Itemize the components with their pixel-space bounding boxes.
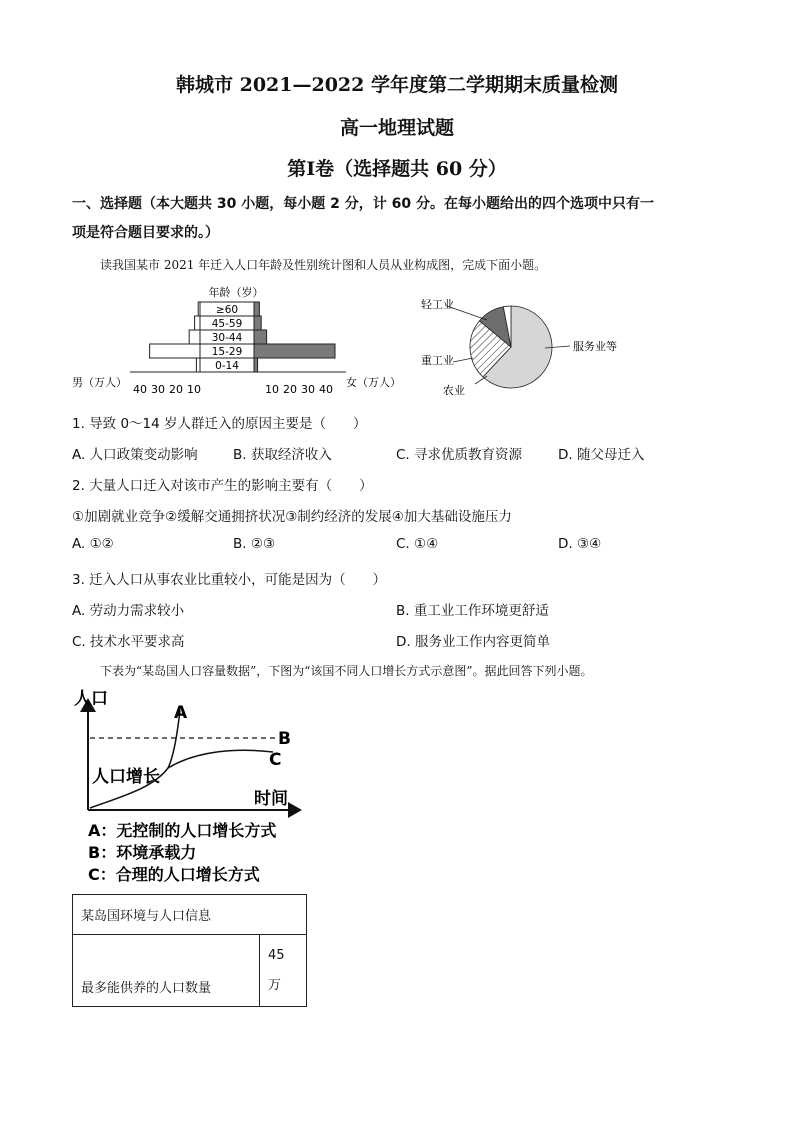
- legend-b: B：环境承载力: [88, 843, 197, 862]
- pyramid-age-label: 0-14: [215, 360, 239, 372]
- q2-option-d[interactable]: D. ③④: [558, 536, 602, 552]
- table-row-value: 45 万: [260, 935, 307, 1007]
- q3-option-a[interactable]: A. 劳动力需求较小: [72, 603, 185, 619]
- growth-diagram: [68, 688, 308, 888]
- female-label: 女（万人）: [346, 376, 401, 389]
- q1-option-d[interactable]: D. 随父母迁入: [558, 447, 645, 463]
- legend-c: C：合理的人口增长方式: [88, 865, 260, 884]
- pie-label: 农业: [443, 384, 465, 397]
- intro-text-1: 读我国某市 2021 年迁入人口年龄及性别统计图和人员从业构成图，完成下面小题。: [100, 258, 547, 272]
- pyramid-age-label: ≥60: [215, 304, 239, 316]
- male-tick: 40: [133, 383, 147, 396]
- q3-option-d[interactable]: D. 服务业工作内容更简单: [396, 634, 550, 650]
- pyramid-male-bar: [150, 344, 200, 358]
- table-header: 某岛国环境与人口信息: [73, 895, 307, 935]
- pie-label: 重工业: [421, 354, 454, 367]
- pyramid-female-bar: [254, 316, 261, 330]
- q1-option-b[interactable]: B. 获取经济收入: [233, 447, 332, 463]
- y-axis-label: 人口: [74, 689, 108, 709]
- q3-option-c[interactable]: C. 技术水平要求高: [72, 634, 185, 650]
- growth-curve-label: 人口增长: [92, 767, 160, 787]
- pyramid-age-label: 15-29: [211, 346, 243, 358]
- question-1-stem: 1. 导致 0～14 岁人群迁入的原因主要是（ ）: [72, 416, 367, 432]
- female-tick: 20: [283, 383, 297, 396]
- employment-pie: [415, 290, 635, 400]
- intro-text-2: 下表为“某岛国人口容量数据”，下图为“该国不同人口增长方式示意图”。据此回答下列小题。: [100, 664, 593, 678]
- pie-label: 服务业等: [573, 340, 617, 353]
- population-pyramid: [60, 280, 410, 400]
- pyramid-female-bar: [254, 358, 258, 372]
- pyramid-female-bar: [254, 330, 267, 344]
- pyramid-age-label: 30-44: [211, 332, 243, 344]
- pyramid-male-bar: [195, 316, 200, 330]
- female-tick: 30: [301, 383, 315, 396]
- q2-option-b[interactable]: B. ②③: [233, 536, 276, 552]
- q1-option-c[interactable]: C. 寻求优质教育资源: [396, 447, 523, 463]
- q2-option-a[interactable]: A. ①②: [72, 536, 114, 552]
- q3-option-b[interactable]: B. 重工业工作环境更舒适: [396, 603, 549, 619]
- pyramid-age-label: 45-59: [211, 318, 243, 330]
- label-c: C: [269, 750, 282, 770]
- question-2-stem: 2. 大量人口迁入对该市产生的影响主要有（ ）: [72, 478, 373, 494]
- female-tick: 40: [319, 383, 333, 396]
- exam-subtitle: 高一地理试题: [339, 117, 454, 139]
- pyramid-female-bar: [254, 344, 335, 358]
- label-b: B: [278, 729, 291, 749]
- pyramid-y-title: 年龄（岁）: [208, 286, 264, 299]
- island-info-table: [72, 894, 307, 1007]
- x-axis-label: 时间: [254, 789, 288, 809]
- question-2-statement: ①加剧就业竞争②缓解交通拥挤状况③制约经济的发展④加大基础设施压力: [72, 509, 512, 525]
- male-tick: 20: [169, 383, 183, 396]
- question-3-stem: 3. 迁入人口从事农业比重较小，可能是因为（ ）: [72, 572, 387, 588]
- table-row-label: 最多能供养的人口数量: [73, 935, 260, 1007]
- exam-title: 韩城市 2021—2022 学年度第二学期期末质量检测: [176, 74, 618, 96]
- label-a: A: [174, 703, 188, 723]
- section-heading-line2: 项是符合题目要求的。）: [72, 225, 219, 241]
- q1-option-a[interactable]: A. 人口政策变动影响: [72, 447, 198, 463]
- curve-c: [168, 750, 273, 768]
- pyramid-male-bar: [189, 330, 200, 344]
- part-title: 第Ⅰ卷（选择题共 60 分）: [287, 158, 507, 180]
- male-label: 男（万人）: [72, 376, 127, 389]
- male-tick: 10: [187, 383, 201, 396]
- legend-a: A：无控制的人口增长方式: [88, 821, 277, 840]
- pie-label: 轻工业: [421, 298, 454, 311]
- section-heading-line1: 一、选择题（本大题共 30 小题，每小题 2 分，计 60 分。在每小题给出的四个选项中只有一: [72, 196, 654, 212]
- curve-a: [90, 710, 180, 808]
- q2-option-c[interactable]: C. ①④: [396, 536, 439, 552]
- male-tick: 30: [151, 383, 165, 396]
- pyramid-male-bar: [196, 358, 200, 372]
- female-tick: 10: [265, 383, 279, 396]
- pyramid-female-bar: [254, 302, 259, 316]
